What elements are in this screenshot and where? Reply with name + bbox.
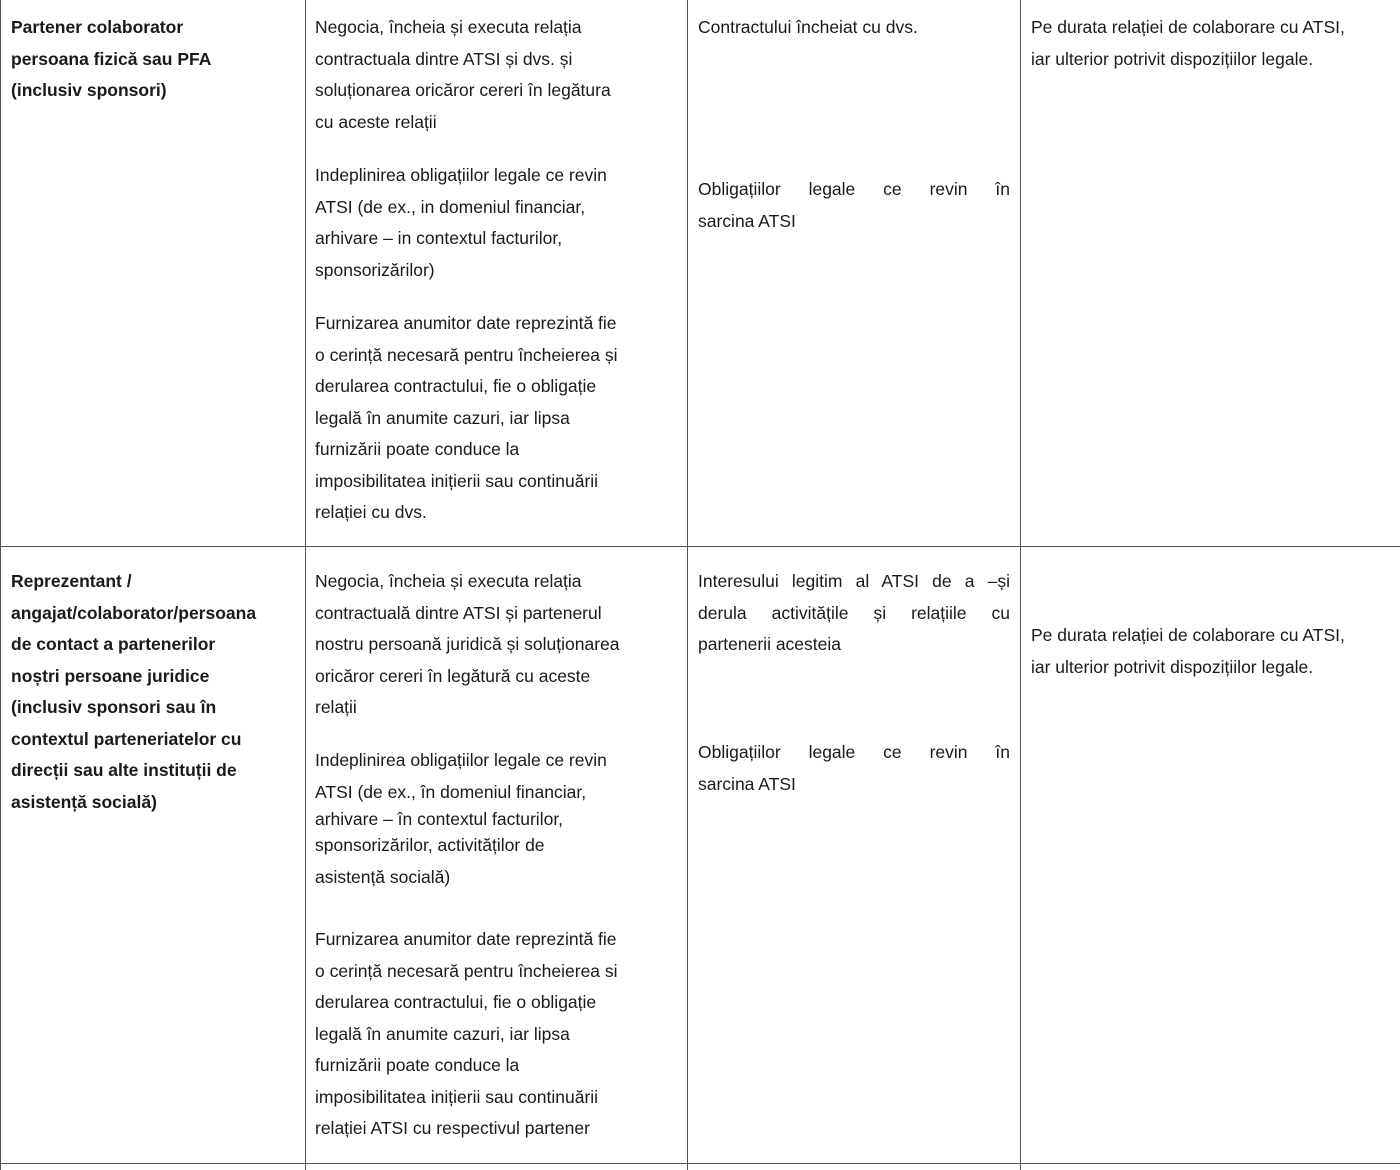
column-divider-3 xyxy=(1020,0,1021,1170)
column-divider-1 xyxy=(305,0,306,1170)
text-line: sponsorizărilor) xyxy=(315,259,435,280)
text-line: iar ulterior potrivit dispozițiilor legale. xyxy=(1031,656,1314,677)
text-line: o cerință necesară pentru încheierea și xyxy=(315,344,618,365)
text-line: derularea contractului, fie o obligație xyxy=(315,376,597,396)
row-divider xyxy=(0,546,1400,547)
text-line: sarcina ATSI xyxy=(698,773,796,794)
text-line: Obligațiilor legale ce revin în xyxy=(698,742,1010,762)
text-line: legală în anumite cazuri, iar lipsa xyxy=(315,1023,570,1044)
text-line: arhivare – in contextul facturilor, xyxy=(315,228,563,248)
column-divider-2 xyxy=(687,0,688,1170)
row-divider-bottom xyxy=(0,1163,1400,1164)
text-line: ATSI (de ex., in domeniul financiar, xyxy=(315,196,586,217)
text-line: iar ulterior potrivit dispozițiilor legale. xyxy=(1031,48,1314,69)
text-line: legală în anumite cazuri, iar lipsa xyxy=(315,407,570,428)
text-line: Pe durata relației de colaborare cu ATSI, xyxy=(1031,17,1345,37)
text-line: relației ATSI cu respectivul partener xyxy=(315,1118,590,1138)
text-line: Obligațiilor legale ce revin în xyxy=(698,179,1010,199)
text-line: Partener colaborator xyxy=(11,17,184,37)
purpose-paragraph xyxy=(315,12,611,138)
text-line: furnizării poate conduce la xyxy=(315,1055,520,1075)
text-line: furnizării poate conduce la xyxy=(315,439,520,459)
text-line: Interesului legitim al ATSI de a –și xyxy=(698,571,1010,591)
text-line: imposibilitatea inițierii sau continuării xyxy=(315,470,599,491)
text-line: persoana fizică sau PFA xyxy=(11,48,212,69)
text-line: derularea contractului, fie o obligație xyxy=(315,992,597,1012)
text-line: (inclusiv sponsori) xyxy=(11,80,167,100)
text-line: soluționarea oricăror cereri în legătura xyxy=(315,80,611,100)
text-line: contractuala dintre ATSI și dvs. și xyxy=(315,48,573,69)
text-line: imposibilitatea inițierii sau continuării xyxy=(315,1086,599,1107)
text-line: Pe durata relației de colaborare cu ATSI, xyxy=(1031,625,1345,645)
text-line: nostru persoană juridică și soluționarea xyxy=(315,634,620,654)
purpose-paragraph xyxy=(315,308,618,529)
legal-basis-paragraph xyxy=(698,174,1010,237)
text-line: asistență socială) xyxy=(11,791,157,812)
category-cell xyxy=(11,12,211,107)
text-line: de contact a partenerilor xyxy=(11,634,216,654)
text-line: Negocia, încheia și executa relația xyxy=(315,17,582,37)
text-line: cu aceste relații xyxy=(315,111,437,132)
text-line: Indeplinirea obligațiilor legale ce revin xyxy=(315,750,607,770)
text-line: Negocia, încheia și executa relația xyxy=(315,571,582,591)
text-line: asistență socială) xyxy=(315,866,451,887)
text-line: sponsorizărilor, activităților de xyxy=(315,835,545,855)
text-line: Furnizarea anumitor date reprezintă fie xyxy=(315,313,617,333)
purpose-paragraph xyxy=(315,566,619,724)
text-line: Reprezentant / xyxy=(11,571,132,591)
text-line: relații xyxy=(315,697,357,717)
text-line: partenerii acesteia xyxy=(698,634,841,654)
text-line: contractuală dintre ATSI și partenerul xyxy=(315,602,602,623)
text-line: Furnizarea anumitor date reprezintă fie xyxy=(315,929,617,949)
text-line: o cerință necesară pentru încheierea si xyxy=(315,960,618,981)
text-line: derula activitățile și relațiile cu xyxy=(698,602,1010,623)
retention-cell xyxy=(1031,620,1345,683)
retention-cell xyxy=(1031,12,1345,75)
legal-basis-paragraph xyxy=(698,12,918,44)
purpose-paragraph xyxy=(315,745,607,893)
purpose-paragraph xyxy=(315,924,618,1145)
text-line: ATSI (de ex., în domeniul financiar, xyxy=(315,781,587,802)
text-line: Indeplinirea obligațiilor legale ce revin xyxy=(315,165,607,185)
text-line: relației cu dvs. xyxy=(315,502,427,522)
category-cell xyxy=(11,566,256,818)
text-line: arhivare – în contextul facturilor, xyxy=(315,809,564,829)
text-line: direcții sau alte instituții de xyxy=(11,760,237,780)
text-line: noștri persoane juridice xyxy=(11,665,210,686)
text-line: contextul parteneriatelor cu xyxy=(11,728,242,749)
legal-basis-paragraph xyxy=(698,566,1010,661)
text-line: sarcina ATSI xyxy=(698,210,796,231)
text-line: (inclusiv sponsori sau în xyxy=(11,697,217,717)
purpose-paragraph xyxy=(315,160,607,286)
text-line: Contractului încheiat cu dvs. xyxy=(698,17,918,37)
text-line: oricăror cereri în legătură cu aceste xyxy=(315,665,591,686)
text-line: angajat/colaborator/persoana xyxy=(11,602,257,623)
legal-basis-paragraph xyxy=(698,737,1010,800)
table-border-left xyxy=(0,0,1,1170)
